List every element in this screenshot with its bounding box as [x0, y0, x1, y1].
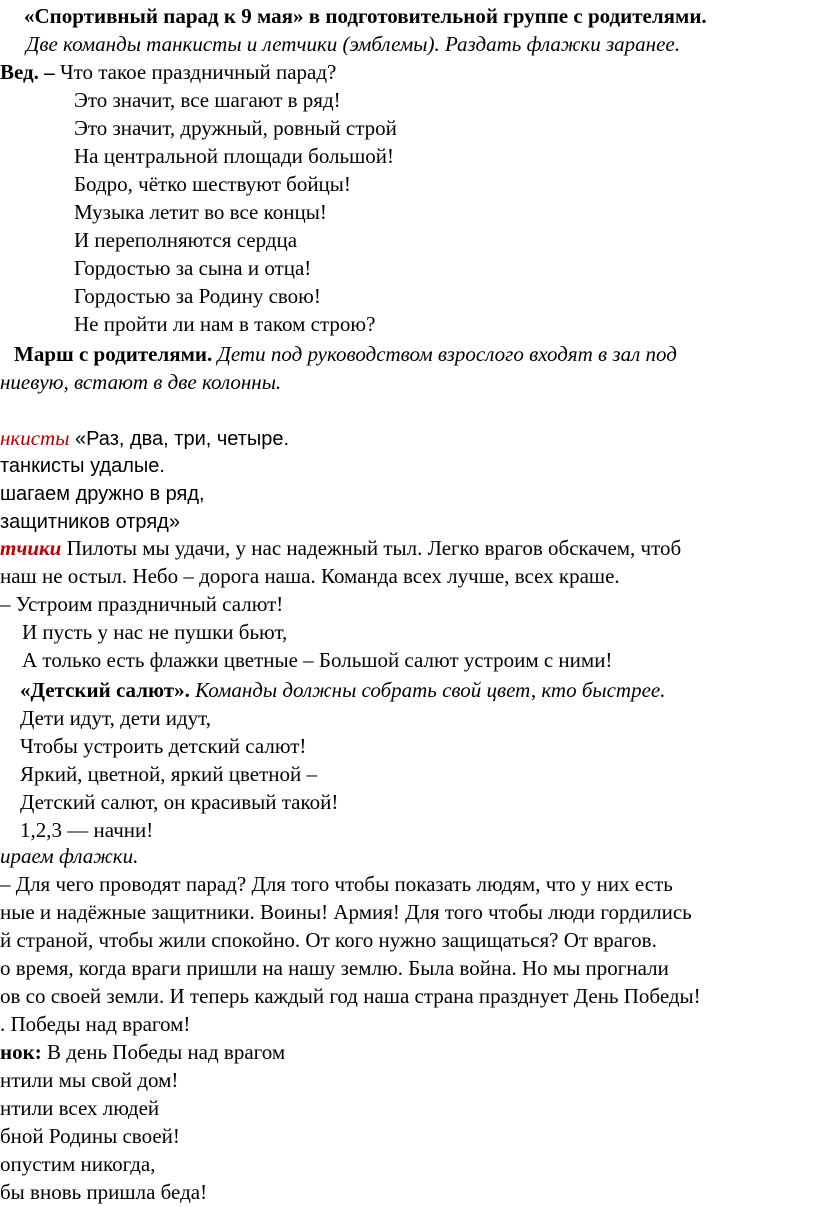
- child-verse-line: нтили всех людей: [0, 1096, 160, 1120]
- verse-line: Гордостью за сына и отца!: [74, 256, 312, 280]
- verse-line: На центральной площади большой!: [74, 144, 395, 168]
- march-text: Дети под руководством взрослого входят в зал под: [212, 342, 677, 366]
- pilots-chant-continued: наш не остыл. Небо – дорога наша. Команда всех лучше, всех краше.: [0, 564, 620, 588]
- salute-line: А только есть флажки цветные – Большой салют устроим с ними!: [22, 648, 613, 672]
- salute-line: – Устроим праздничный салют!: [0, 592, 284, 616]
- child-verse-line: бной Родины своей!: [0, 1124, 180, 1148]
- verse-line: Это значит, все шагают в ряд!: [74, 88, 341, 112]
- pilots-line: [0, 534, 681, 562]
- game-verse-line: Детский салют, он красивый такой!: [20, 790, 339, 814]
- pilots-chant: Пилоты мы удачи, у нас надежный тыл. Легко врагов обскачем, чтоб: [61, 536, 682, 560]
- intro-line: [0, 58, 336, 86]
- salute-line: И пусть у нас не пушки бьют,: [22, 620, 288, 644]
- tankists-line: [0, 424, 289, 453]
- discussion-line: о время, когда враги пришли на нашу землю. Была война. Но мы прогнали: [0, 956, 669, 980]
- tankists-chant: «Раз, два, три, четыре.: [69, 428, 290, 450]
- page-title: «Спортивный парад к 9 мая» в подготовительной группе с родителями.: [24, 4, 707, 28]
- verse-line: Музыка летит во все концы!: [74, 200, 327, 224]
- child-verse-line: бы вновь пришла беда!: [0, 1180, 208, 1204]
- game-title: «Детский салют».: [20, 678, 190, 702]
- speaker-label: нок:: [0, 1040, 42, 1064]
- discussion-line: ные и надёжные защитники. Воины! Армия! Для того чтобы люди гордились: [0, 900, 692, 924]
- game-line: [20, 676, 666, 704]
- march-title: Марш с родителями.: [14, 342, 213, 366]
- chant-line: танкисты удалые.: [0, 455, 165, 477]
- discussion-line: . Победы над врагом!: [0, 1012, 191, 1036]
- team-label-pilots: тчики: [0, 536, 62, 560]
- child-verse-line: опустим никогда,: [0, 1152, 156, 1176]
- child-verse-line: нтили мы свой дом!: [0, 1068, 179, 1092]
- discussion-line: ов со своей земли. И теперь каждый год наша страна празднует День Победы!: [0, 984, 701, 1008]
- verse-line: Это значит, дружный, ровный строй: [74, 116, 397, 140]
- march-line: [14, 340, 677, 368]
- page-subtitle: Две команды танкисты и летчики (эмблемы). Раздать флажки заранее.: [26, 32, 680, 56]
- game-verse-line: 1,2,3 — начни!: [20, 818, 154, 842]
- speaker-label: Вед. –: [0, 60, 55, 84]
- verse-line: Гордостью за Родину свою!: [74, 284, 321, 308]
- verse-line: Не пройти ли нам в таком строю?: [74, 312, 376, 336]
- collect-flags-note: ираем флажки.: [0, 844, 139, 868]
- game-verse-line: Дети идут, дети идут,: [20, 706, 212, 730]
- verse-line: И переполняются сердца: [74, 228, 298, 252]
- verse-line: Бодро, чётко шествуют бойцы!: [74, 172, 351, 196]
- chant-line: шагаем дружно в ряд,: [0, 483, 205, 505]
- child-verse: В день Победы над врагом: [41, 1040, 286, 1064]
- intro-question: Что такое праздничный парад?: [54, 60, 337, 84]
- discussion-line: й страной, чтобы жили спокойно. От кого нужно защищаться? От врагов.: [0, 928, 657, 952]
- child-line: [0, 1038, 285, 1066]
- game-verse-line: Чтобы устроить детский салют!: [20, 734, 307, 758]
- game-text: Команды должны собрать свой цвет, кто быстрее.: [189, 678, 666, 702]
- team-label-tankists: нкисты: [0, 426, 70, 450]
- chant-line: защитников отряд»: [0, 511, 180, 533]
- game-verse-line: Яркий, цветной, яркий цветной –: [20, 762, 318, 786]
- discussion-line: – Для чего проводят парад? Для того чтобы показать людям, что у них есть: [0, 872, 673, 896]
- march-text-continued: ниевую, встают в две колонны.: [0, 370, 282, 394]
